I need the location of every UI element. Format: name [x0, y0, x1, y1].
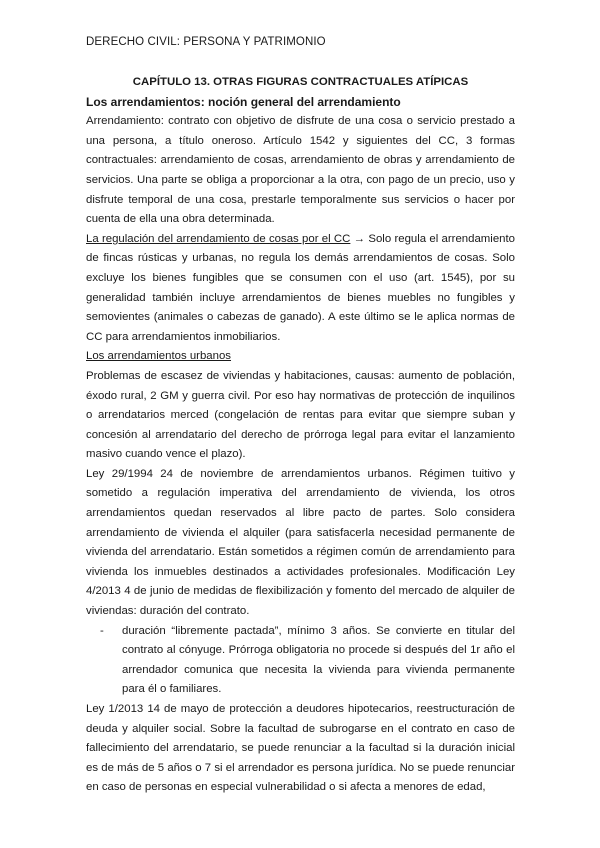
paragraph-ley-29-1994: Ley 29/1994 24 de noviembre de arrendamientos urbanos. Régimen tuitivo y sometido a regulación imperativa del arrendamiento de vivienda, los otros arrendamientos quedan reservados al libre pacto de partes. Solo considera arrendamiento de vivienda el alquiler (para satisfacerla necesidad permanente de vivienda del arrendatario. Están sometidos a régimen común de arrendamiento para vivienda los inmuebles destinados a actividades profesionales. Modificación Ley 4/2013 4 de junio de medidas de flexibilización y fomento del mercado de alquiler de viviendas: duración del contrato. [86, 467, 515, 618]
list-item: - duración “libremente pactada”, mínimo 3 años. Se convierte en titular del contrato al cónyuge. Prórroga obligatoria no procede si después del 1r año el arrendador comunica que necesita la vivienda para vivienda permanente para él o familiares. [110, 622, 515, 700]
paragraph-regulacion [86, 230, 515, 348]
paragraph-arrendamiento: Arrendamiento: contrato con objetivo de disfrute de una cosa o servicio prestado a una persona, a título oneroso. Artículo 1542 y siguientes del CC, 3 formas contractuales: arrendamiento de cosas, arrendamiento de obras y arrendamiento de servicios. Una parte se obliga a proporcionar a la otra, con pago de un precio, uso y disfrute temporal de una cosa, prestarle temporalmente sus servicios o hacer por cuenta de ella una obra determinada. [86, 115, 515, 226]
regulacion-text: → Solo regula el arrendamiento de fincas rústicas y urbanas, no regula los demás arrendamientos de cosas. Solo excluye los bienes fungibles que se consumen con el uso (art. 1545), por su generalidad también incluye arrendamientos de bienes muebles no fungibles y semovientes (animales o cabezas de ganado). A este último se le aplica normas de CC para arrendamientos inmobiliarios. [86, 232, 515, 343]
document-body [86, 73, 515, 798]
section-title: Los arrendamientos: noción general del arrendamiento [86, 94, 401, 109]
subheading-arrendamientos-urbanos: Los arrendamientos urbanos [86, 350, 232, 363]
paragraph-ley-1-2013: Ley 1/2013 14 de mayo de protección a deudores hipotecarios, reestructuración de deuda y alquiler social. Sobre la facultad de subrogarse en el contrato en caso de fallecimiento del arrendatario, se puede renunciar a la facultad si la duración inicial es de más de 5 años o 7 si el arrendador es persona jurídica. No se puede renunciar en caso de personas en especial vulnerabilidad o si afecta a menores de edad, [86, 703, 515, 794]
bullet-list [86, 622, 515, 700]
regulacion-heading: La regulación del arrendamiento de cosas por el CC [86, 232, 351, 245]
paragraph-problemas: Problemas de escasez de viviendas y habitaciones, causas: aumento de población, éxodo rural, 2 GM y guerra civil. Por eso hay normativas de protección de inquilinos o arrendatarios merced (congelación de rentas para evitar que siempre suban y concesión al arrendatario del derecho de prórroga legal para evitar el lanzamiento masivo cuando vence el plazo). [86, 369, 515, 461]
running-header: DERECHO CIVIL: PERSONA Y PATRIMONIO [86, 36, 326, 48]
chapter-title: CAPÍTULO 13. OTRAS FIGURAS CONTRACTUALES ATÍPICAS [132, 76, 469, 88]
